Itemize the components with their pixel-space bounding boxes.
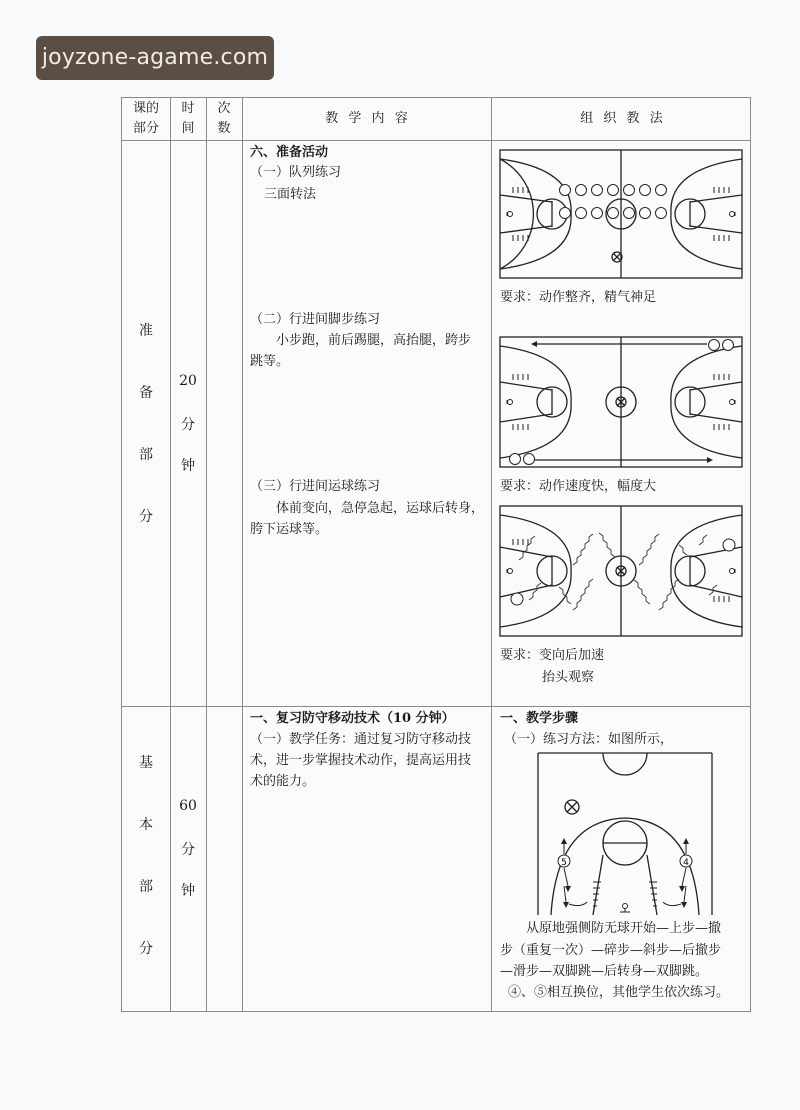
header-divider: [122, 140, 750, 141]
header-lesson-part: [122, 99, 170, 139]
item3-text: 体前变向，急停急起，运球后转身，: [276, 501, 485, 516]
lesson-plan-table: [121, 97, 751, 1012]
header-text: 课的: [132, 101, 159, 116]
time-unit: 钟: [181, 458, 195, 474]
header-count: [206, 99, 242, 139]
task-text: 术，进一步掌握技术动作，提高运用技: [250, 753, 472, 768]
method-desc: 步（重复一次）—碎步—斜步—后撤步: [500, 943, 722, 958]
col-divider: [242, 98, 243, 1011]
method-desc: —滑步—双脚跳—后转身—双脚跳。: [500, 964, 709, 979]
header-method: 组 织 教 法: [580, 111, 663, 126]
time-unit: 钟: [181, 883, 195, 899]
header-text: 部分: [132, 121, 159, 136]
method-desc: ④、⑤相互换位，其他学生依次练习。: [508, 985, 730, 1000]
item1-title: （一）队列练习: [250, 165, 342, 180]
method-desc: 从原地强侧防无球开始—上步—撤: [526, 921, 722, 936]
time-unit: 分: [181, 842, 195, 858]
time-value: 60: [179, 798, 197, 814]
header-text: 时: [181, 101, 195, 116]
part-char: 本: [139, 817, 153, 833]
section1-title: 六、准备活动: [250, 145, 329, 160]
section2-time: [170, 798, 206, 921]
part-char: 部: [139, 447, 153, 463]
requirement-3: 要求：变向后加速: [500, 648, 605, 663]
part-char: 基: [139, 755, 153, 771]
time-value: 20: [179, 373, 197, 389]
item2-text: 跳等。: [250, 354, 290, 369]
header-text: 数: [217, 121, 231, 136]
item2-text: 小步跑，前后踢腿，高抬腿，跨步: [276, 333, 472, 348]
part-char: 分: [139, 941, 153, 957]
requirement-1: 要求：动作整齐，精气神足: [500, 290, 657, 305]
header-text: 间: [181, 121, 195, 136]
requirement-2: 要求：动作速度快，幅度大: [500, 479, 657, 494]
half-court-defense-diagram: [537, 752, 713, 916]
row-divider: [122, 706, 750, 707]
part-char: 准: [139, 323, 153, 339]
col-divider: [491, 98, 492, 1011]
requirement-3-cont: 抬头观察: [542, 670, 595, 685]
item1-text: 三面转法: [264, 187, 317, 202]
item3-text: 胯下运球等。: [250, 522, 329, 537]
part-char: 备: [139, 385, 153, 401]
header-time: [170, 99, 206, 139]
section1-time: [170, 373, 206, 496]
section2-title: 一、复习防守移动技术（10 分钟）: [250, 711, 455, 726]
section2-part-label: [122, 752, 170, 1000]
player-4-marker: 4: [683, 858, 689, 868]
task-text: 术的能力。: [250, 774, 316, 789]
col-divider: [206, 98, 207, 1011]
court-diagram-running: [499, 336, 743, 468]
court-diagram-formation: [499, 149, 743, 279]
player-5-marker: 5: [561, 858, 567, 868]
watermark: joyzone-agame.com: [36, 36, 274, 80]
method-sub: （一）练习方法：如图所示，: [504, 732, 674, 747]
section1-part-label: [122, 320, 170, 568]
header-text: 次: [217, 101, 231, 116]
item3-title: （三）行进间运球练习: [250, 479, 381, 494]
court-diagram-dribbling: [499, 505, 743, 637]
item2-title: （二）行进间脚步练习: [250, 312, 381, 327]
task-text: （一）教学任务：通过复习防守移动技: [250, 732, 472, 747]
part-char: 部: [139, 879, 153, 895]
header-content: 教 学 内 容: [325, 111, 408, 126]
time-unit: 分: [181, 417, 195, 433]
method-title: 一、教学步骤: [500, 711, 579, 726]
part-char: 分: [139, 509, 153, 525]
